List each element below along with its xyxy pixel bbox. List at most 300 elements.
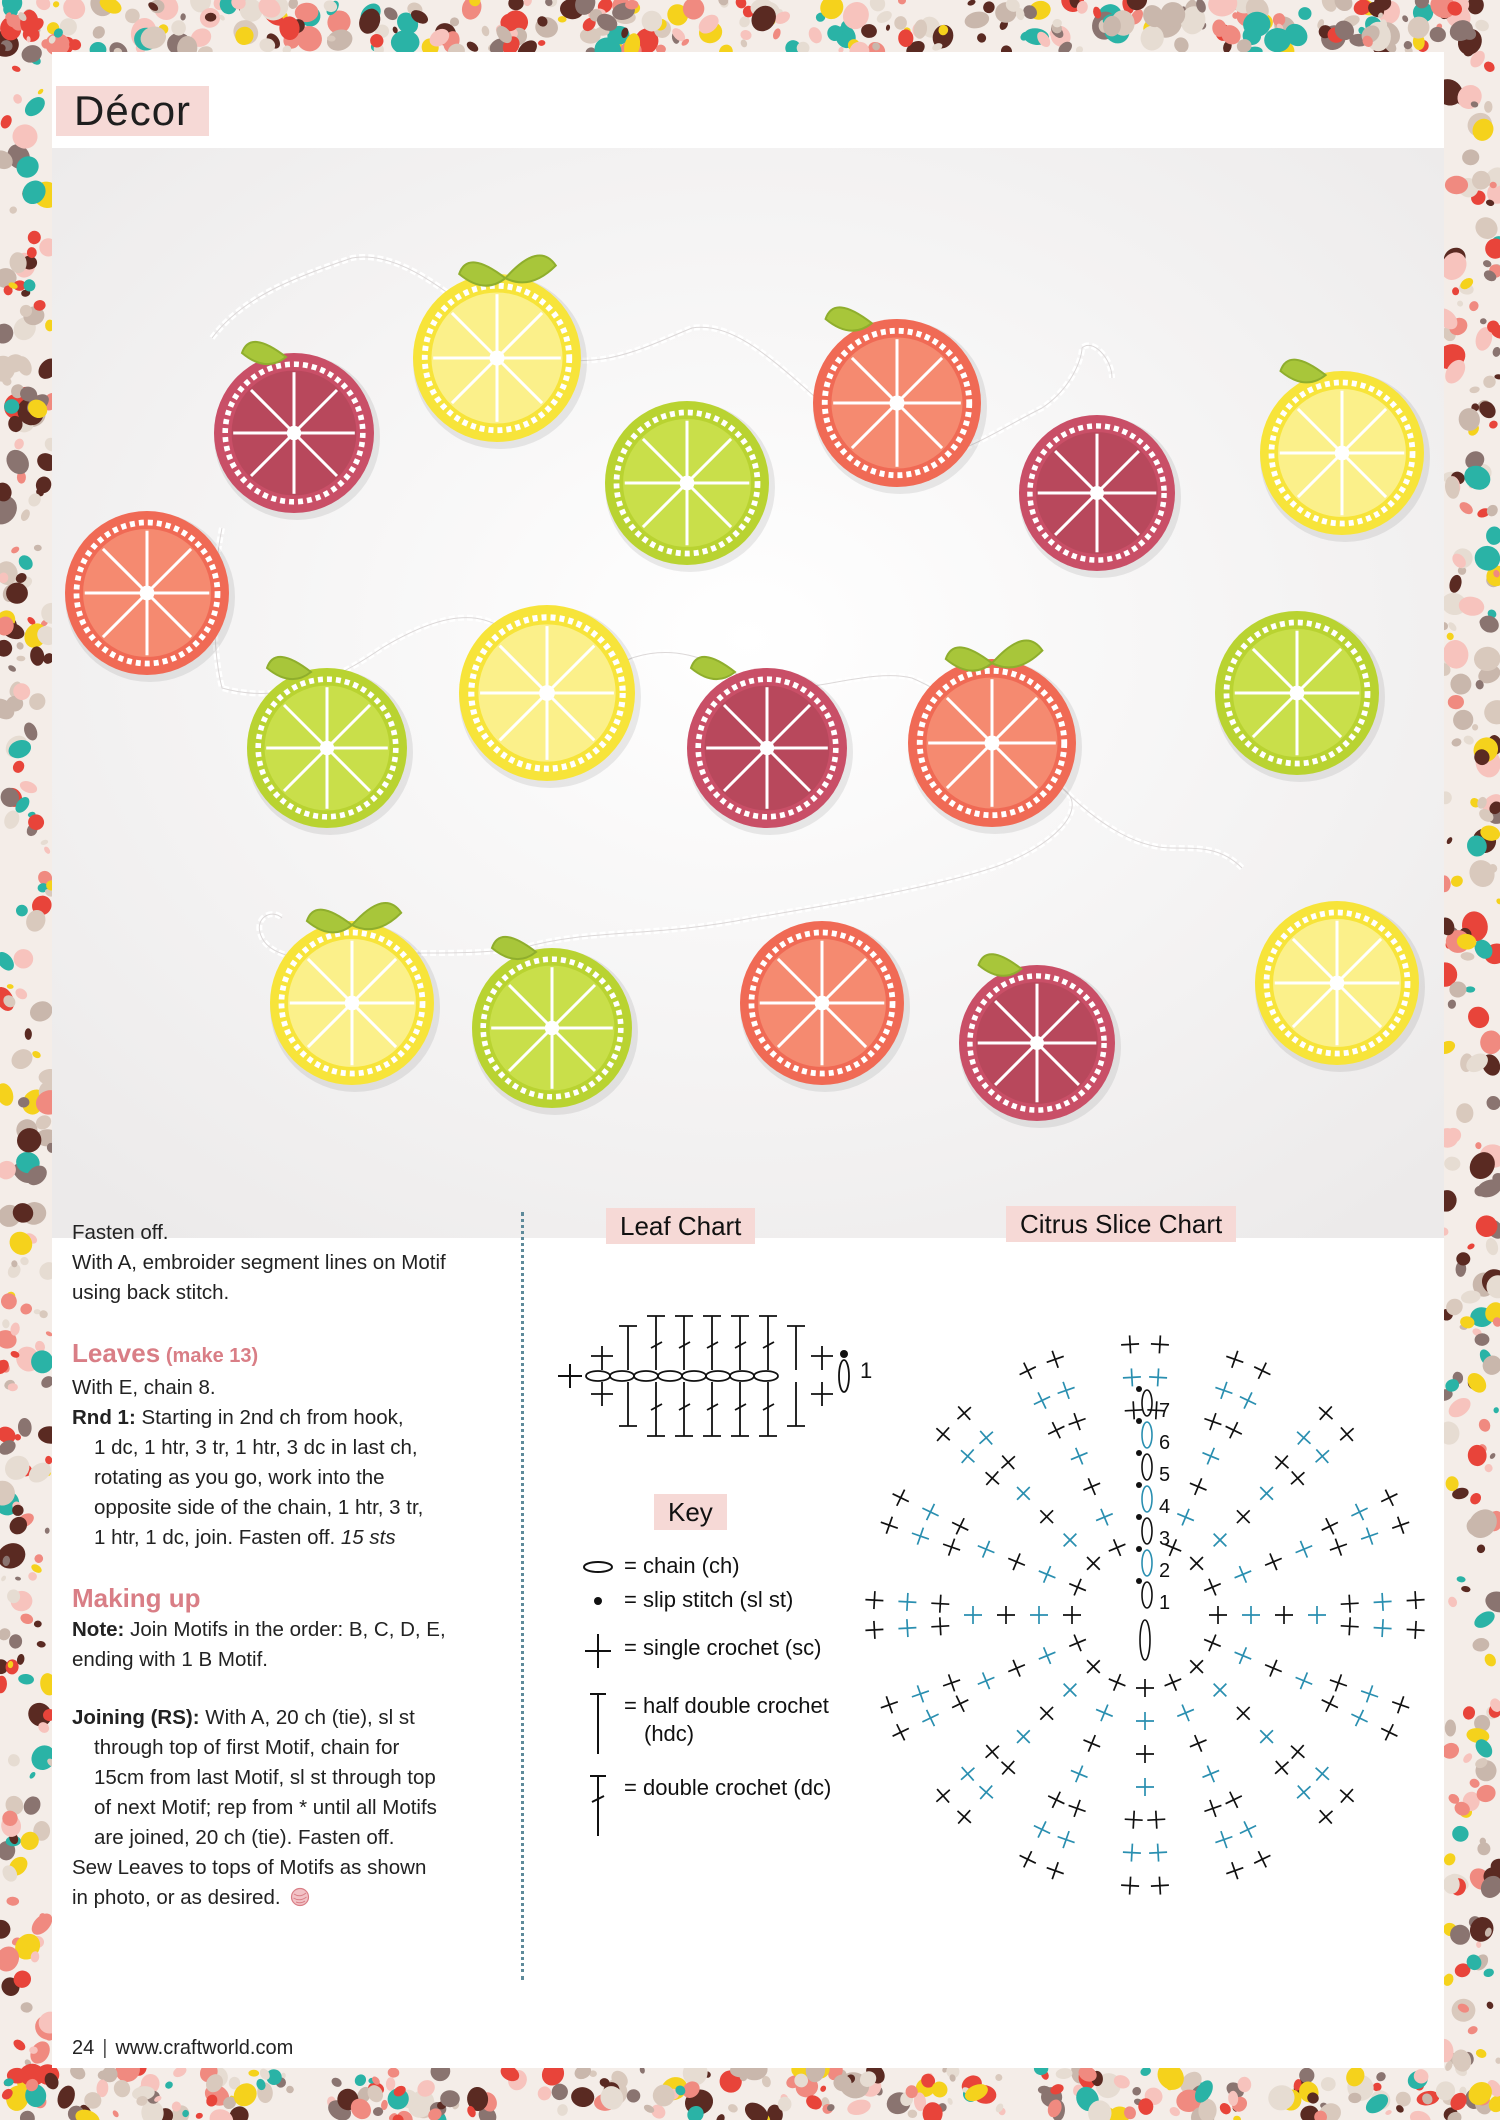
leaf-chart-sc bbox=[591, 1382, 613, 1406]
center-chain bbox=[1142, 1486, 1152, 1512]
single-crochet-mark bbox=[1285, 1739, 1310, 1764]
border-speckle bbox=[20, 2002, 32, 2013]
single-crochet-mark bbox=[1149, 1368, 1168, 1387]
round-1-continued: 1 dc, 1 htr, 3 tr, 1 htr, 3 dc in last ch, bbox=[94, 1436, 418, 1459]
center-chain bbox=[1142, 1518, 1152, 1544]
single-crochet-mark bbox=[1055, 1828, 1078, 1851]
border-speckle bbox=[1393, 2089, 1414, 2109]
border-speckle bbox=[1461, 149, 1480, 167]
note-label: Note: bbox=[72, 1618, 125, 1641]
single-crochet-mark bbox=[1105, 1536, 1129, 1560]
single-crochet-mark bbox=[1081, 1551, 1106, 1576]
single-crochet-mark bbox=[1207, 1527, 1232, 1552]
leaves-heading-text: Leaves bbox=[72, 1338, 161, 1368]
border-speckle bbox=[727, 2103, 739, 2114]
border-speckle bbox=[6, 1896, 19, 1906]
center-sl-st bbox=[1136, 1386, 1142, 1392]
border-speckle bbox=[29, 646, 45, 667]
single-crochet-mark bbox=[1055, 1379, 1078, 1402]
single-crochet-mark bbox=[1121, 1876, 1140, 1895]
border-speckle bbox=[947, 2097, 954, 2105]
leaf-chart-diagram bbox=[552, 1266, 912, 1486]
single-crochet-mark bbox=[1199, 1444, 1223, 1468]
intro-line: using back stitch. bbox=[72, 1281, 230, 1304]
single-crochet-mark bbox=[1044, 1788, 1068, 1812]
border-speckle bbox=[0, 1575, 7, 1582]
single-crochet-mark bbox=[973, 1425, 998, 1450]
border-speckle bbox=[1477, 1417, 1492, 1433]
border-speckle bbox=[2, 1319, 10, 1328]
key-item-single-crochet bbox=[572, 1634, 821, 1674]
single-crochet-mark bbox=[1207, 1677, 1232, 1702]
single-crochet-mark bbox=[1231, 1644, 1255, 1668]
single-crochet-mark bbox=[1340, 1594, 1359, 1613]
single-crochet-mark bbox=[1030, 1388, 1054, 1412]
single-crochet-mark bbox=[1093, 1505, 1117, 1529]
single-crochet-mark bbox=[1406, 1620, 1425, 1639]
joining-continued: are joined, 20 ch (tie). Fasten off. bbox=[94, 1826, 395, 1849]
leaf-chart-sc bbox=[591, 1346, 613, 1370]
single-crochet-mark bbox=[1122, 1368, 1141, 1387]
border-speckle bbox=[538, 40, 546, 47]
border-speckle bbox=[13, 986, 29, 1001]
single-crochet-mark bbox=[1334, 1421, 1359, 1446]
joining-text: With A, 20 ch (tie), sl st bbox=[199, 1706, 415, 1729]
border-speckle bbox=[19, 1612, 35, 1626]
border-speckle bbox=[33, 0, 53, 13]
border-speckle bbox=[285, 2085, 295, 2094]
border-speckle bbox=[1456, 299, 1464, 307]
leaf-chart-sl-st bbox=[840, 1350, 848, 1358]
single-crochet-mark bbox=[980, 1465, 1005, 1490]
single-crochet-mark bbox=[1347, 1706, 1371, 1730]
center-sl-st bbox=[1136, 1418, 1142, 1424]
border-speckle bbox=[18, 779, 39, 796]
border-speckle bbox=[1401, 14, 1409, 23]
single-crochet-mark bbox=[1254, 1724, 1279, 1749]
citrus-chart-title: Citrus Slice Chart bbox=[1006, 1206, 1236, 1242]
crochet-grapefruit-slice bbox=[65, 511, 235, 682]
border-speckle bbox=[5, 1227, 37, 1259]
border-speckle bbox=[0, 1538, 30, 1573]
single-crochet-mark bbox=[1080, 1475, 1104, 1499]
border-speckle bbox=[1465, 986, 1475, 992]
single-crochet-mark bbox=[1262, 1550, 1286, 1574]
round-label-6: 6 bbox=[1159, 1432, 1171, 1454]
border-speckle bbox=[1482, 1967, 1495, 1978]
border-speckle bbox=[27, 230, 42, 246]
leaf-chart-dc bbox=[759, 1382, 777, 1436]
single-crochet-mark bbox=[909, 1682, 932, 1705]
border-speckle bbox=[1482, 1652, 1498, 1669]
single-crochet-mark bbox=[1313, 1804, 1338, 1829]
border-speckle bbox=[885, 24, 890, 31]
border-speckle bbox=[976, 32, 988, 44]
single-crochet-mark bbox=[1406, 1591, 1425, 1610]
single-crochet-mark bbox=[1067, 1444, 1091, 1468]
single-crochet-mark bbox=[898, 1619, 917, 1638]
border-speckle bbox=[1485, 2000, 1494, 2010]
leaf-chart-turning-chain bbox=[839, 1360, 849, 1392]
single-crochet-mark bbox=[1373, 1619, 1392, 1638]
center-chain bbox=[1142, 1422, 1152, 1448]
border-speckle bbox=[1462, 1705, 1476, 1720]
round-label: Rnd 1: bbox=[72, 1406, 136, 1429]
border-speckle bbox=[1456, 1103, 1474, 1124]
crochet-lemon-slice bbox=[459, 605, 641, 788]
key-item-half-double-crochet bbox=[572, 1692, 829, 1758]
border-speckle bbox=[0, 1675, 8, 1694]
single-crochet-mark bbox=[889, 1486, 913, 1510]
round-label-4: 4 bbox=[1159, 1496, 1171, 1518]
border-speckle bbox=[52, 0, 60, 8]
single-crochet-mark bbox=[1236, 1388, 1260, 1412]
leaf-chart-chain bbox=[706, 1371, 730, 1381]
border-speckle bbox=[0, 1918, 13, 1941]
key-label-line: = half double crochet bbox=[624, 1693, 829, 1718]
border-speckle bbox=[1451, 1825, 1469, 1842]
single-crochet-mark bbox=[1066, 1797, 1089, 1820]
border-speckle bbox=[6, 984, 13, 990]
single-crochet-mark bbox=[1242, 1606, 1260, 1624]
border-speckle bbox=[111, 2109, 119, 2118]
single-crochet-mark bbox=[974, 1537, 998, 1561]
joining-label: Joining (RS): bbox=[72, 1706, 200, 1729]
leaf-chart-dc bbox=[731, 1316, 749, 1370]
border-speckle bbox=[1482, 698, 1500, 726]
single-crochet-mark bbox=[1186, 1475, 1210, 1499]
border-speckle bbox=[17, 1418, 32, 1438]
leaf-chart-chain bbox=[682, 1371, 706, 1381]
center-sl-st bbox=[1136, 1578, 1142, 1584]
leaf-chart-chain bbox=[586, 1371, 610, 1381]
note-line-2: ending with 1 B Motif. bbox=[72, 1648, 268, 1671]
single-crochet-mark bbox=[1136, 1712, 1154, 1730]
key-item-double-crochet bbox=[572, 1774, 831, 1840]
border-speckle bbox=[16, 553, 36, 573]
single-crochet-mark bbox=[951, 1804, 976, 1829]
single-crochet-mark bbox=[1373, 1592, 1392, 1611]
border-speckle bbox=[28, 1771, 36, 1780]
border-speckle bbox=[352, 2072, 368, 2088]
single-crochet-mark bbox=[1334, 1783, 1359, 1808]
citrus-slice-chart-diagram bbox=[860, 1270, 1430, 1920]
border-speckle bbox=[1475, 1142, 1482, 1149]
single-crochet-mark bbox=[964, 1606, 982, 1624]
leaf-chart-dc bbox=[703, 1316, 721, 1370]
single-crochet-mark bbox=[1011, 1481, 1036, 1506]
border-speckle bbox=[1445, 1720, 1456, 1737]
single-crochet-mark bbox=[1291, 1425, 1316, 1450]
border-speckle bbox=[180, 13, 186, 21]
border-speckle bbox=[25, 1028, 32, 1040]
single-crochet-mark bbox=[1201, 1410, 1224, 1433]
single-crochet-mark bbox=[1081, 1654, 1106, 1679]
single-crochet-mark bbox=[1327, 1671, 1350, 1694]
single-crochet-mark bbox=[948, 1692, 972, 1716]
single-crochet-mark bbox=[1161, 1671, 1185, 1695]
single-crochet-mark bbox=[995, 1755, 1020, 1780]
single-crochet-mark bbox=[1121, 1335, 1140, 1354]
border-speckle bbox=[739, 29, 752, 41]
border-speckle bbox=[1488, 419, 1499, 430]
single-crochet-mark bbox=[878, 1693, 901, 1716]
single-crochet-mark bbox=[1209, 1606, 1227, 1624]
border-speckle bbox=[1461, 1585, 1471, 1593]
border-speckle bbox=[15, 1576, 22, 1581]
border-speckle bbox=[36, 1640, 46, 1648]
crochet-lime-slice bbox=[605, 401, 775, 572]
leaf-chart-dc bbox=[675, 1382, 693, 1436]
single-crochet-mark bbox=[1066, 1575, 1090, 1599]
border-speckle bbox=[1298, 7, 1311, 20]
single-crochet-mark bbox=[1291, 1780, 1316, 1805]
leaf-chart-chain bbox=[658, 1371, 682, 1381]
border-speckle bbox=[1456, 1576, 1466, 1583]
border-speckle bbox=[11, 2037, 27, 2052]
border-speckle bbox=[898, 0, 907, 5]
border-speckle bbox=[1447, 1595, 1459, 1608]
border-speckle bbox=[1485, 503, 1500, 519]
border-speckle bbox=[13, 437, 26, 451]
border-speckle bbox=[741, 2098, 772, 2120]
border-speckle bbox=[1484, 1093, 1500, 1113]
single-crochet-mark bbox=[1066, 1631, 1090, 1655]
single-crochet-mark bbox=[1122, 1843, 1141, 1862]
border-speckle bbox=[1493, 1407, 1500, 1414]
border-speckle bbox=[1492, 346, 1500, 358]
slip-stitch-icon bbox=[572, 1586, 624, 1626]
single-crochet-mark bbox=[997, 1606, 1015, 1624]
single-crochet-mark bbox=[1136, 1679, 1154, 1697]
border-speckle bbox=[11, 65, 21, 74]
single-crochet-mark bbox=[995, 1450, 1020, 1475]
leaf-chart-chain bbox=[610, 1371, 634, 1381]
single-crochet-mark bbox=[1201, 1575, 1225, 1599]
center-chain bbox=[1142, 1454, 1152, 1480]
page-number: 24 bbox=[72, 2037, 95, 2059]
center-chain bbox=[1142, 1390, 1152, 1416]
border-speckle bbox=[13, 949, 33, 969]
center-sl-st bbox=[1136, 1546, 1142, 1552]
single-crochet-mark bbox=[1124, 1401, 1143, 1420]
single-crochet-mark bbox=[1066, 1410, 1089, 1433]
border-speckle bbox=[846, 2097, 873, 2117]
border-speckle bbox=[1055, 2067, 1073, 2079]
round-label-7: 7 bbox=[1159, 1400, 1171, 1422]
border-speckle bbox=[1475, 2048, 1488, 2060]
border-speckle bbox=[1482, 59, 1497, 74]
key-item-slip-stitch bbox=[572, 1586, 793, 1626]
border-speckle bbox=[1447, 999, 1457, 1010]
border-speckle bbox=[9, 1634, 23, 1649]
border-speckle bbox=[1464, 1002, 1494, 1032]
single-crochet-mark bbox=[1136, 1778, 1154, 1796]
single-crochet-mark bbox=[1011, 1724, 1036, 1749]
border-speckle bbox=[19, 1255, 30, 1266]
border-speckle bbox=[90, 24, 107, 41]
half-double-crochet-icon bbox=[572, 1692, 624, 1758]
key-label bbox=[624, 1692, 829, 1748]
border-speckle bbox=[994, 2073, 1003, 2082]
single-crochet-mark bbox=[1186, 1732, 1210, 1756]
border-speckle bbox=[31, 1050, 42, 1060]
center-sl-st bbox=[1136, 1514, 1142, 1520]
crochet-lime-slice bbox=[472, 948, 638, 1115]
magazine-page bbox=[52, 52, 1444, 2068]
border-speckle bbox=[1384, 2109, 1392, 2116]
border-speckle bbox=[7, 664, 17, 673]
website-link[interactable]: www.craftworld.com bbox=[115, 2037, 294, 2059]
border-speckle bbox=[387, 2067, 400, 2078]
key-label: = slip stitch (sl st) bbox=[624, 1587, 794, 1612]
border-speckle bbox=[1480, 1030, 1500, 1054]
single-crochet-mark bbox=[1212, 1828, 1235, 1851]
leaf-chart-dc bbox=[703, 1382, 721, 1436]
border-speckle bbox=[1462, 734, 1475, 746]
border-speckle bbox=[1485, 526, 1500, 545]
border-speckle bbox=[1320, 2076, 1337, 2092]
crochet-lemon-slice bbox=[1260, 371, 1430, 542]
single-crochet-mark bbox=[889, 1720, 913, 1744]
single-crochet-mark bbox=[1063, 1606, 1081, 1624]
single-crochet-mark bbox=[1223, 1859, 1246, 1882]
single-crochet-mark bbox=[1269, 1755, 1294, 1780]
border-speckle bbox=[1489, 1452, 1497, 1460]
single-crochet-mark bbox=[1093, 1701, 1117, 1725]
border-speckle bbox=[1468, 1491, 1483, 1507]
leaves-heading bbox=[72, 1336, 492, 1373]
border-speckle bbox=[1471, 1608, 1497, 1631]
border-speckle bbox=[1232, 2115, 1241, 2120]
joining-continued: of next Motif; rep from * until all Motifs bbox=[94, 1796, 437, 1819]
border-speckle bbox=[1466, 2025, 1478, 2036]
single-crochet-mark bbox=[1067, 1762, 1091, 1786]
border-speckle bbox=[391, 30, 420, 54]
round-label-5: 5 bbox=[1159, 1464, 1171, 1486]
border-speckle bbox=[1446, 632, 1455, 641]
border-speckle bbox=[2, 445, 34, 478]
single-crochet-mark bbox=[1034, 1701, 1059, 1726]
page-footer: 24 | www.craftworld.com bbox=[72, 2037, 294, 2059]
single-crochet-mark bbox=[980, 1739, 1005, 1764]
border-speckle bbox=[1476, 1941, 1482, 1948]
round-label-2: 2 bbox=[1159, 1560, 1171, 1582]
border-speckle bbox=[12, 93, 24, 105]
border-speckle bbox=[1469, 386, 1480, 394]
border-speckle bbox=[45, 1527, 50, 1534]
single-crochet-mark bbox=[931, 1617, 950, 1636]
single-crochet-mark bbox=[1275, 1606, 1293, 1624]
single-crochet-mark bbox=[1035, 1644, 1059, 1668]
single-crochet-mark bbox=[1340, 1617, 1359, 1636]
border-speckle bbox=[248, 2070, 259, 2077]
single-crochet-mark bbox=[1250, 1359, 1274, 1383]
single-crochet-mark bbox=[1318, 1514, 1342, 1538]
section-title: Décor bbox=[56, 86, 209, 136]
yarn-ball-icon bbox=[290, 1887, 310, 1907]
single-crochet-mark bbox=[955, 1761, 980, 1786]
single-crochet-mark bbox=[1035, 1563, 1059, 1587]
border-speckle bbox=[7, 1753, 22, 1768]
border-speckle bbox=[1468, 300, 1481, 313]
single-crochet-mark bbox=[1222, 1788, 1246, 1812]
border-speckle bbox=[21, 93, 48, 120]
border-speckle bbox=[0, 1081, 16, 1108]
single-crochet-mark bbox=[1016, 1847, 1040, 1871]
single-crochet-mark bbox=[1080, 1732, 1104, 1756]
border-speckle bbox=[1447, 621, 1458, 633]
single-crochet-mark bbox=[1124, 1810, 1143, 1829]
single-crochet-mark bbox=[1222, 1418, 1246, 1442]
single-crochet-mark bbox=[1199, 1762, 1223, 1786]
leaf-chart-dc bbox=[731, 1382, 749, 1436]
single-crochet-mark bbox=[1149, 1843, 1168, 1862]
single-crochet-mark bbox=[1358, 1525, 1381, 1548]
border-speckle bbox=[171, 20, 186, 36]
border-speckle bbox=[570, 2086, 595, 2108]
crochet-lime-slice bbox=[1215, 611, 1385, 782]
border-speckle bbox=[1449, 706, 1477, 734]
single-crochet-mark bbox=[1389, 1693, 1412, 1716]
round-last-text: 1 htr, 1 dc, join. Fasten off. bbox=[94, 1526, 341, 1549]
single-crochet-mark bbox=[951, 1400, 976, 1425]
single-crochet-mark bbox=[1016, 1359, 1040, 1383]
single-crochet-mark bbox=[918, 1500, 942, 1524]
border-speckle bbox=[1446, 836, 1454, 845]
single-crochet-mark bbox=[1057, 1677, 1082, 1702]
round-1-continued: opposite side of the chain, 1 htr, 3 tr, bbox=[94, 1496, 424, 1519]
single-crochet-mark bbox=[1184, 1551, 1209, 1576]
leaf-chart-hdc bbox=[787, 1382, 805, 1426]
note-text: Join Motifs in the order: B, C, D, E, bbox=[124, 1618, 446, 1641]
single-crochet-mark bbox=[1292, 1669, 1316, 1693]
border-speckle bbox=[1484, 101, 1493, 113]
single-crochet-mark bbox=[1254, 1481, 1279, 1506]
single-crochet-mark bbox=[1005, 1656, 1029, 1680]
border-speckle bbox=[1428, 25, 1448, 44]
border-speckle bbox=[1408, 2108, 1433, 2120]
border-speckle bbox=[18, 1302, 33, 1317]
single-crochet-mark bbox=[1150, 1876, 1169, 1895]
leaves-line: With E, chain 8. bbox=[72, 1376, 216, 1399]
single-crochet-mark bbox=[1030, 1817, 1054, 1841]
instructions-column bbox=[72, 1218, 492, 1913]
single-crochet-mark bbox=[1231, 1563, 1255, 1587]
border-speckle bbox=[0, 1292, 18, 1311]
border-speckle bbox=[1464, 1369, 1490, 1396]
border-speckle bbox=[0, 1357, 12, 1377]
citrus-garland-photo bbox=[52, 148, 1444, 1238]
single-crochet-mark bbox=[1327, 1536, 1350, 1559]
single-crochet-mark bbox=[931, 1594, 950, 1613]
leaf-chart-sc bbox=[558, 1364, 582, 1388]
border-speckle bbox=[1468, 1777, 1481, 1789]
key-title: Key bbox=[654, 1494, 727, 1530]
border-speckle bbox=[772, 27, 782, 40]
round-1-line bbox=[72, 1403, 492, 1433]
border-speckle bbox=[8, 205, 18, 215]
leaf-chart-chain bbox=[634, 1371, 658, 1381]
border-speckle bbox=[0, 113, 14, 130]
crochet-lime-slice bbox=[247, 668, 413, 835]
single-crochet-mark bbox=[955, 1443, 980, 1468]
border-speckle bbox=[1482, 236, 1500, 262]
stitch-count: 15 sts bbox=[340, 1526, 396, 1549]
column-divider bbox=[521, 1212, 524, 1980]
border-speckle bbox=[556, 2103, 569, 2117]
crochet-lemon-slice bbox=[270, 921, 440, 1092]
